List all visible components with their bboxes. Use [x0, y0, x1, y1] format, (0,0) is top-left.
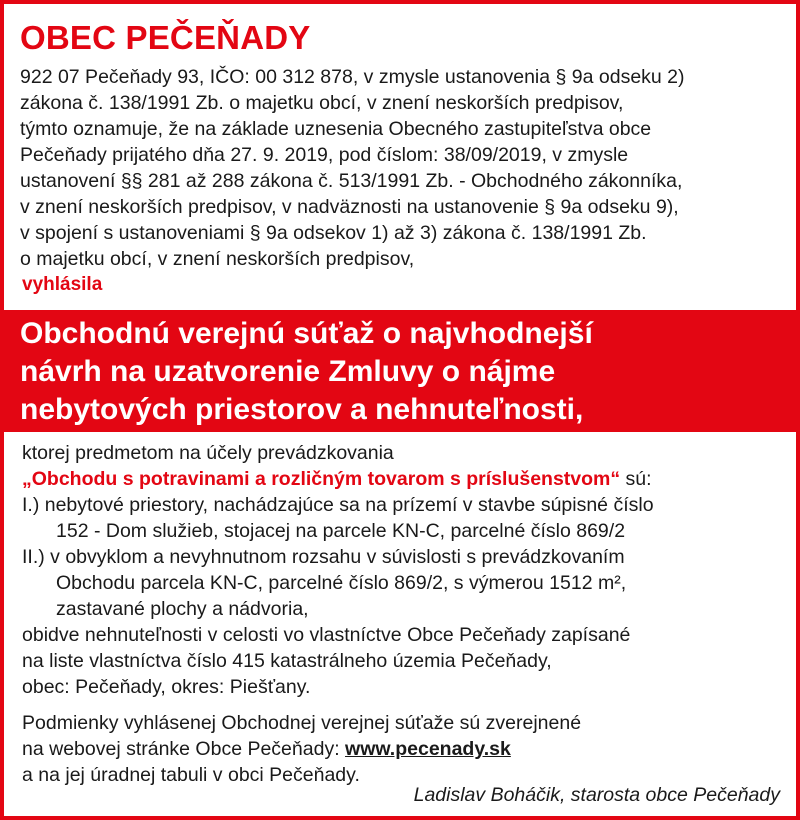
subject-intro: ktorej predmetom na účely prevádzkovania	[22, 442, 394, 464]
item-2-line-2: Obchodu parcela KN-C, parcelné číslo 869/2, s výmerou 1512 m²,	[56, 572, 627, 594]
banner-line-3: nebytových priestorov a nehnuteľnosti,	[20, 393, 584, 426]
intro-line: 922 07 Pečeňady 93, IČO: 00 312 878, v zmysle ustanovenia § 9a odseku 2)	[20, 66, 685, 88]
item-1-line-2: 152 - Dom služieb, stojacej na parcele KN-C, parcelné číslo 869/2	[56, 520, 626, 542]
conditions-line-2	[22, 736, 792, 762]
tender-banner	[4, 310, 796, 432]
banner-line-1: Obchodnú verejnú súťaž o najvhodnejší	[20, 317, 593, 350]
intro-line: zákona č. 138/1991 Zb. o majetku obcí, v znení neskorších predpisov,	[20, 92, 624, 114]
website-link[interactable]: www.pecenady.sk	[345, 738, 511, 760]
ownership-line: na liste vlastníctva číslo 415 katastrálneho územia Pečeňady,	[22, 650, 552, 672]
conditions-prefix: na webovej stránke Obce Pečeňady:	[22, 738, 346, 760]
declared-label: vyhlásila	[22, 274, 103, 295]
item-1-line-1: I.) nebytové priestory, nachádzajúce sa na prízemí v stavbe súpisné číslo	[22, 494, 654, 516]
subject-suffix: sú:	[620, 468, 652, 490]
intro-paragraph	[20, 64, 790, 272]
intro-line: v znení neskorších predpisov, v nadväznosti na ustanovenie § 9a odseku 9),	[20, 196, 679, 218]
conditions-line-3: a na jej úradnej tabuli v obci Pečeňady.	[22, 764, 360, 786]
ownership-line: obec: Pečeňady, okres: Piešťany.	[22, 676, 311, 698]
item-2-line-1: II.) v obvyklom a nevyhnutnom rozsahu v súvislosti s prevádzkovaním	[22, 546, 625, 568]
ownership-line: obidve nehnuteľnosti v celosti vo vlastníctve Obce Pečeňady zapísané	[22, 624, 631, 646]
intro-line: Pečeňady prijatého dňa 27. 9. 2019, pod číslom: 38/09/2019, v zmysle	[20, 144, 629, 166]
subject-line	[22, 466, 792, 492]
intro-line: v spojení s ustanoveniami § 9a odsekov 1) až 3) zákona č. 138/1991 Zb.	[20, 222, 647, 244]
intro-line: týmto oznamuje, že na základe uznesenia Obecného zastupiteľstva obce	[20, 118, 652, 140]
item-2-line-3: zastavané plochy a nádvoria,	[56, 598, 309, 620]
tender-details	[22, 440, 792, 788]
banner-line-2: návrh na uzatvorenie Zmluvy o nájme	[20, 355, 556, 388]
intro-line: o majetku obcí, v znení neskorších predpisov,	[20, 248, 415, 270]
signature: Ladislav Boháčik, starosta obce Pečeňady	[413, 784, 780, 806]
conditions-line-1: Podmienky vyhlásenej Obchodnej verejnej súťaže sú zverejnené	[22, 712, 582, 734]
business-name: „Obchodu s potravinami a rozličným tovarom s príslušenstvom“	[22, 468, 621, 490]
notice-title: OBEC PEČEŇADY	[20, 19, 311, 56]
intro-line: ustanovení §§ 281 až 288 zákona č. 513/1991 Zb. - Obchodného zákonníka,	[20, 170, 683, 192]
